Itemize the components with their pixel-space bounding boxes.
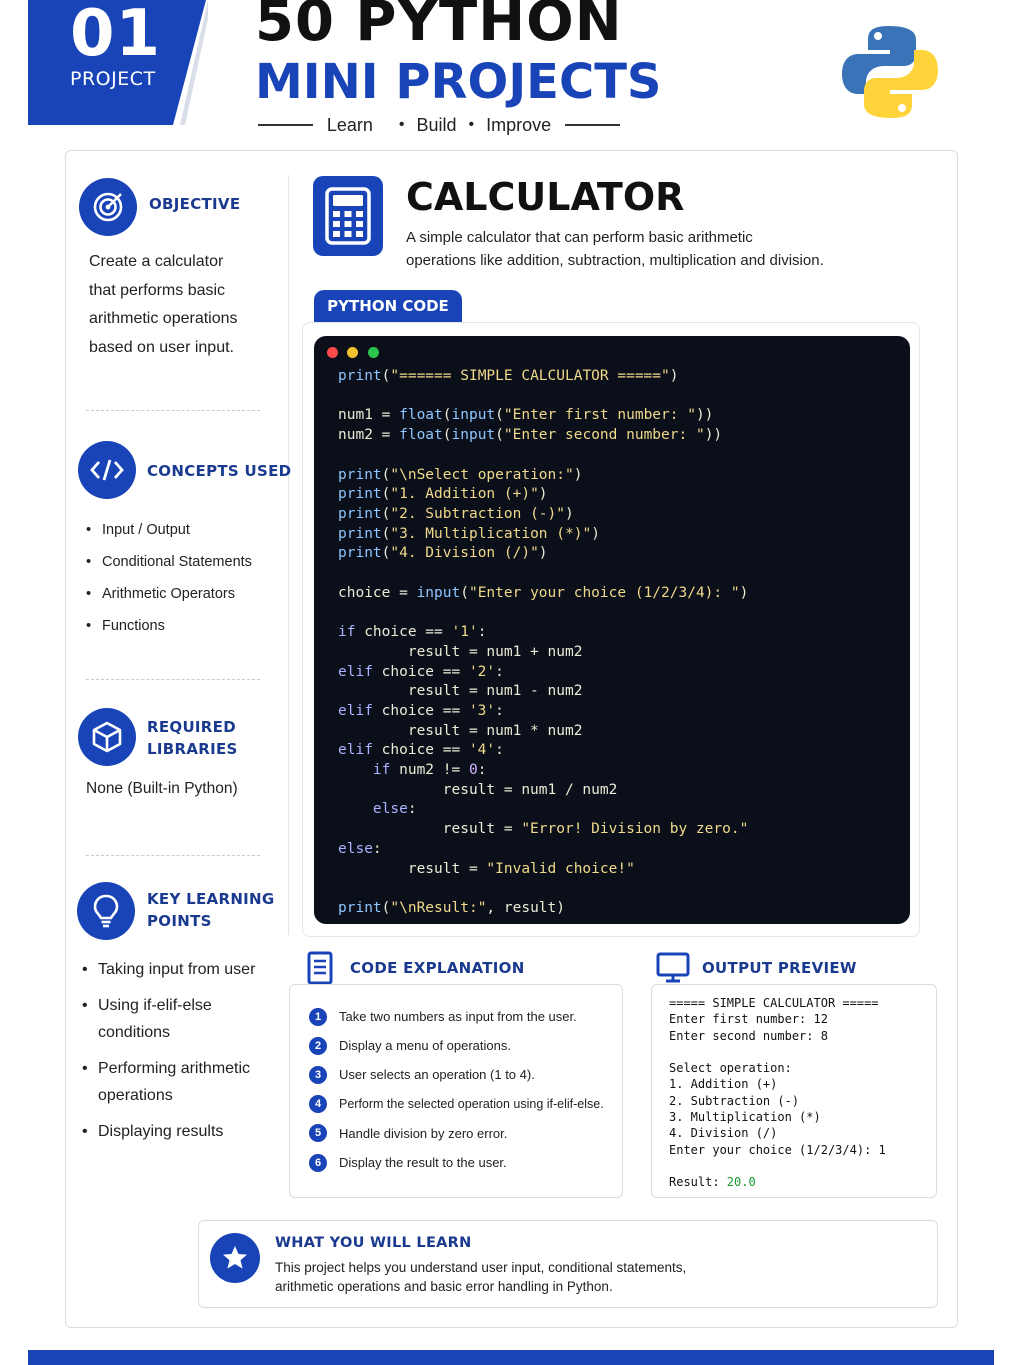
list-item: 5 Handle division by zero error. <box>309 1119 619 1148</box>
tagline-improve: Improve <box>486 114 552 135</box>
star-icon <box>210 1233 260 1283</box>
maximize-dot-icon <box>368 347 379 358</box>
list-item: • Input / Output <box>86 514 252 546</box>
list-item: • Taking input from user <box>82 956 255 984</box>
python-code-tab: PYTHON CODE <box>314 290 462 322</box>
output-title: OUTPUT PREVIEW <box>702 959 857 977</box>
lightbulb-icon <box>77 882 135 940</box>
separator <box>86 679 260 680</box>
learning-title: KEY LEARNING POINTS <box>147 890 275 930</box>
learn-text: This project helps you understand user input, conditional statements, arithmetic operations and basic error handling in Python. <box>275 1260 687 1294</box>
list-item: 2 Display a menu of operations. <box>309 1031 619 1060</box>
footer-bar <box>28 1350 994 1365</box>
output-result: Result: 20.0 <box>669 1175 756 1189</box>
page-title-line1: 50 PYTHON <box>255 0 623 54</box>
monitor-icon <box>655 950 691 984</box>
libraries-title: REQUIRED LIBRARIES <box>147 718 238 758</box>
list-item: 6 Display the result to the user. <box>309 1148 619 1177</box>
list-item: 1 Take two numbers as input from the user. <box>309 1002 619 1031</box>
explanation-steps <box>309 1002 619 1177</box>
project-description: A simple calculator that can perform basic arithmetic operations like addition, subtraction, multiplication and division. <box>406 229 824 269</box>
tagline-build: Build <box>416 114 457 135</box>
separator <box>86 855 260 856</box>
badge-label: PROJECT <box>70 68 156 90</box>
project-title: CALCULATOR <box>406 175 685 219</box>
document-icon <box>303 950 337 984</box>
libraries-text: None (Built-in Python) <box>86 780 238 797</box>
list-item: • Using if-elif-else conditions <box>82 992 255 1047</box>
column-divider <box>288 175 289 935</box>
separator <box>86 410 260 411</box>
badge-number: 01 <box>70 0 162 71</box>
concepts-list <box>86 514 252 642</box>
target-icon <box>79 178 137 236</box>
package-icon <box>78 708 136 766</box>
python-logo-icon <box>840 22 940 122</box>
explanation-title: CODE EXPLANATION <box>350 959 525 977</box>
objective-text: Create a calculator that performs basic arithmetic operations based on user input. <box>89 253 238 356</box>
list-item: 3 User selects an operation (1 to 4). <box>309 1060 619 1089</box>
minimize-dot-icon <box>347 347 358 358</box>
list-item: • Arithmetic Operators <box>86 578 252 610</box>
output-text: ===== SIMPLE CALCULATOR ===== Enter first number: 12 Enter second number: 8 Select operation: 1. Addition (+) 2. Subtraction (-) 3. Multiplication (*) 4. Division (/) Enter your choice (1/2/3/4): 1 <box>669 996 886 1157</box>
code-tag-icon <box>78 441 136 499</box>
python-code: print("====== SIMPLE CALCULATOR =====") num1 = float(input("Enter first number: ")) num2 = float(input("Enter second number: ")) print("\nSelect operation:") print("1. Addition (+)") print("2. Subtraction (-)") print("3. Multiplication (*)") print("4. Division (/)") choice = input("Enter your choice (1/2/3/4): ") if choice == '1': result = num1 + num2 elif choice == '2': result = num1 - num2 elif choice == '3': result = num1 * num2 elif choice == '4': if num2 != 0: result = num1 / num2 else: result = "Error! Division by zero." else: result = "Invalid choice!" print("\nResult:", result) <box>338 368 749 916</box>
list-item: • Displaying results <box>82 1118 255 1146</box>
calculator-icon <box>313 176 383 256</box>
concepts-title: CONCEPTS USED <box>147 462 292 480</box>
list-item: • Functions <box>86 610 252 642</box>
list-item: • Performing arithmetic operations <box>82 1055 255 1110</box>
page-title-line2: MINI PROJECTS <box>255 54 662 110</box>
list-item: 4 Perform the selected operation using if-elif-else. <box>309 1090 619 1119</box>
close-dot-icon <box>327 347 338 358</box>
learn-title: WHAT YOU WILL LEARN <box>275 1235 472 1251</box>
objective-title: OBJECTIVE <box>149 195 241 213</box>
learning-list <box>82 956 255 1145</box>
tagline-learn: Learn <box>326 114 373 135</box>
tagline: Learn • Build • Improve <box>258 112 620 138</box>
list-item: • Conditional Statements <box>86 546 252 578</box>
